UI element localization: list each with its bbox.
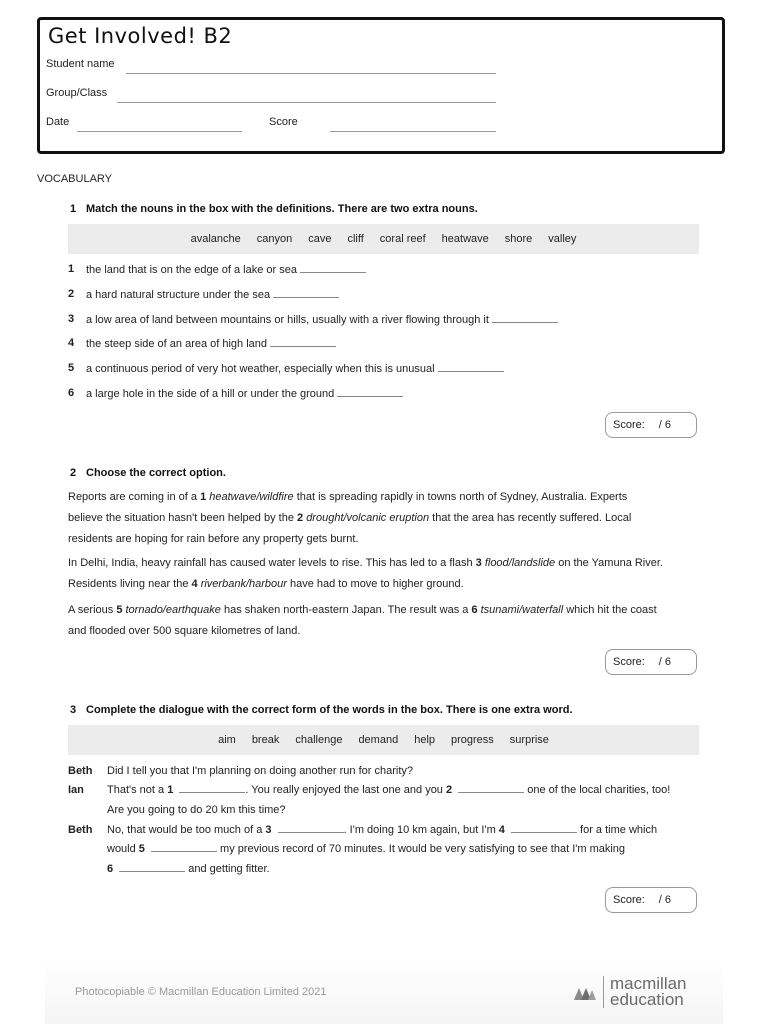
dialogue-line: 6 and getting fitter.: [107, 863, 270, 875]
answer-blank[interactable]: [278, 823, 344, 833]
answer-blank[interactable]: [119, 862, 185, 872]
q2-paragraph-1: Reports are coming in of a 1 heatwave/wildfire that is spreading rapidly in towns north of Sydney, Australia. Experts believe the situation hasn't been helped by the 2 drought/volcanic eruption that the area has recently suffered. Local residents are hoping for rain before any property gets burnt.: [68, 491, 632, 545]
dialogue-line: Did I tell you that I'm planning on doing another run for charity?: [107, 765, 414, 777]
q2-instruction: Choose the correct option.: [86, 467, 226, 479]
q2-paragraph-3: A serious 5 tornado/earthquake has shaken north-eastern Japan. The result was a 6 tsunami/waterfall which hit the coast and flooded over 500 square kilometres of land.: [68, 604, 657, 637]
option-1[interactable]: heatwave/wildfire: [209, 491, 294, 503]
item-number: 3: [68, 313, 75, 325]
dialogue-line: No, that would be too much of a 3 . I'm doing 10 km again, but I'm 4 for a time which: [107, 824, 658, 836]
q2-paragraph-2: In Delhi, India, heavy rainfall has caused water levels to rise. This has led to a flash 3 flood/landslide on the Yamuna River. Residents living near the 4 riverbank/harbour have had to move to higher ground.: [68, 557, 663, 590]
answer-blank[interactable]: [300, 263, 366, 273]
worksheet-title: Get Involved! B2: [48, 24, 233, 48]
q2-number: 2: [70, 467, 77, 479]
date-field[interactable]: [77, 131, 242, 132]
option-4[interactable]: riverbank/harbour: [200, 578, 287, 590]
copyright-notice: Photocopiable © Macmillan Education Limited 2021: [75, 986, 327, 998]
item-number: 2: [68, 288, 75, 300]
answer-blank[interactable]: [337, 387, 403, 397]
item-text: a continuous period of very hot weather, especially when this is unusual: [86, 363, 435, 375]
q1-item: [68, 387, 698, 401]
item-text: a large hole in the side of a hill or under the ground: [86, 388, 335, 400]
group-class-label: Group/Class: [46, 87, 108, 99]
q1-word-box: [68, 224, 699, 254]
option-5[interactable]: tornado/earthquake: [125, 604, 221, 616]
publisher-logo: [573, 976, 687, 1008]
q1-item: [68, 337, 698, 351]
q3-word: aim: [218, 734, 236, 746]
item-text: a hard natural structure under the sea: [86, 289, 271, 301]
q3-score-box[interactable]: [605, 887, 697, 913]
q1-word: cave: [308, 233, 332, 245]
option-2[interactable]: drought/volcanic eruption: [306, 512, 430, 524]
section-heading: VOCABULARY: [37, 173, 112, 185]
q3-word: break: [251, 734, 280, 746]
dialogue-line: would 5 my previous record of 70 minutes. It would be very satisfying to see that I'm making: [107, 843, 626, 855]
item-number: 6: [68, 387, 75, 399]
logo-wordmark: macmillan education: [603, 976, 687, 1008]
score-label: Score:: [613, 419, 645, 431]
q3-word: help: [414, 734, 435, 746]
q1-word: avalanche: [190, 233, 241, 245]
item-text: the steep side of an area of high land: [86, 338, 268, 350]
q3-number: 3: [70, 704, 77, 716]
answer-blank[interactable]: [438, 362, 504, 372]
student-name-field[interactable]: [126, 73, 496, 74]
q2-title: [70, 467, 226, 479]
speaker-beth: Beth: [68, 824, 93, 836]
option-3[interactable]: flood/landslide: [484, 557, 556, 569]
q3-word: surprise: [509, 734, 549, 746]
q1-title: [70, 203, 478, 215]
q1-word: cliff: [347, 233, 364, 245]
q2-score-box[interactable]: [605, 649, 697, 675]
q1-word: valley: [548, 233, 577, 245]
dialogue-line: That's not a 1 . You really enjoyed the last one and you 2 one of the local charities, too!: [107, 784, 671, 796]
q1-number: 1: [70, 203, 77, 215]
q1-score-box[interactable]: [605, 412, 697, 438]
answer-blank[interactable]: [273, 288, 339, 298]
macmillan-logo-icon: [573, 982, 597, 1002]
q1-word: heatwave: [441, 233, 489, 245]
answer-blank[interactable]: [179, 783, 245, 793]
q1-instruction: Match the nouns in the box with the definitions. There are two extra nouns.: [86, 203, 478, 215]
q3-word-box: [68, 725, 699, 755]
q3-word: demand: [358, 734, 399, 746]
student-name-label: Student name: [46, 58, 115, 70]
q3-word: progress: [451, 734, 494, 746]
answer-blank[interactable]: [270, 337, 336, 347]
q1-word: coral reef: [379, 233, 426, 245]
score-total: / 6: [658, 656, 672, 668]
q1-item: [68, 313, 698, 327]
q3-word: challenge: [295, 734, 343, 746]
q1-item: [68, 263, 698, 277]
score-total: / 6: [658, 894, 672, 906]
score-field[interactable]: [330, 131, 496, 132]
header-box: [37, 17, 725, 154]
speaker-beth: Beth: [68, 765, 93, 777]
answer-blank[interactable]: [492, 313, 558, 323]
answer-blank[interactable]: [458, 783, 524, 793]
q3-instruction: Complete the dialogue with the correct form of the words in the box. There is one extra word.: [86, 704, 573, 716]
q3-dialogue: [68, 762, 708, 882]
q1-word: shore: [504, 233, 533, 245]
item-number: 5: [68, 362, 75, 374]
item-number: 1: [68, 263, 75, 275]
dialogue-line: Are you going to do 20 km this time?: [107, 804, 286, 816]
item-text: the land that is on the edge of a lake or sea: [86, 264, 297, 276]
q1-word: canyon: [256, 233, 293, 245]
item-number: 4: [68, 337, 75, 349]
item-text: a low area of land between mountains or hills, usually with a river flowing through it: [86, 314, 489, 326]
answer-blank[interactable]: [511, 823, 577, 833]
score-label: Score:: [613, 894, 645, 906]
group-class-field[interactable]: [117, 102, 496, 103]
score-label: Score: [269, 116, 298, 128]
q1-item: [68, 362, 698, 376]
score-total: / 6: [658, 419, 672, 431]
option-6[interactable]: tsunami/waterfall: [480, 604, 564, 616]
q1-item: [68, 288, 698, 302]
date-label: Date: [46, 116, 70, 128]
score-label: Score:: [613, 656, 645, 668]
q3-title: [70, 704, 573, 716]
answer-blank[interactable]: [151, 842, 217, 852]
speaker-ian: Ian: [68, 784, 84, 796]
